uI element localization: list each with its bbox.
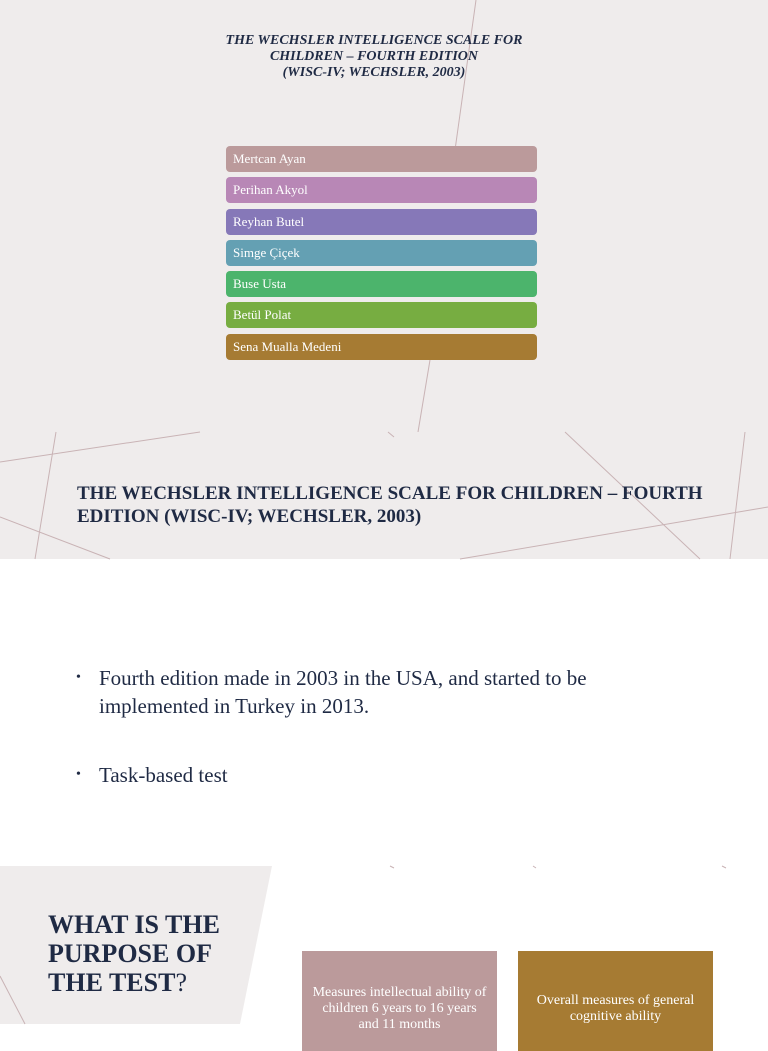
bullet-text: Fourth edition made in 2003 in the USA, and started to be implemented in Turkey in 2013. <box>99 666 587 718</box>
purpose-question <box>48 910 248 997</box>
question-mark: ? <box>175 968 187 997</box>
title-slide <box>0 0 768 432</box>
purpose-slide <box>0 866 768 1032</box>
purpose-card-age-range: Measures intellectual ability of children 6 years to 16 years and 11 months <box>302 951 497 1051</box>
title-line-1: THE WECHSLER INTELLIGENCE SCALE FOR <box>225 33 523 48</box>
title-line-2: CHILDREN – FOURTH EDITION <box>269 49 479 64</box>
team-member: Perihan Akyol <box>226 177 537 203</box>
bullet-dot: • <box>76 767 81 782</box>
bullet-item <box>76 664 676 720</box>
team-member: Betül Polat <box>226 302 537 328</box>
team-member: Reyhan Butel <box>226 209 537 235</box>
title-line-3: (WISC-IV; WECHSLER, 2003) <box>282 65 466 80</box>
team-member: Mertcan Ayan <box>226 146 537 172</box>
bullet-text: Task-based test <box>99 763 228 787</box>
team-member: Buse Usta <box>226 271 537 297</box>
overview-slide <box>0 432 768 866</box>
team-member-list <box>226 146 537 365</box>
presentation-title <box>184 33 564 81</box>
slide-heading: THE WECHSLER INTELLIGENCE SCALE FOR CHILDREN – FOURTH EDITION (WISC-IV; WECHSLER, 2003) <box>77 483 703 527</box>
team-member: Simge Çiçek <box>226 240 537 266</box>
bullet-item <box>76 761 676 789</box>
question-text: WHAT IS THE PURPOSE OF THE TEST <box>48 910 220 997</box>
bullet-list <box>76 664 676 789</box>
purpose-card-cognitive-ability: Overall measures of general cognitive ability <box>518 951 713 1051</box>
bullet-dot: • <box>76 670 81 685</box>
team-member: Sena Mualla Medeni <box>226 334 537 360</box>
